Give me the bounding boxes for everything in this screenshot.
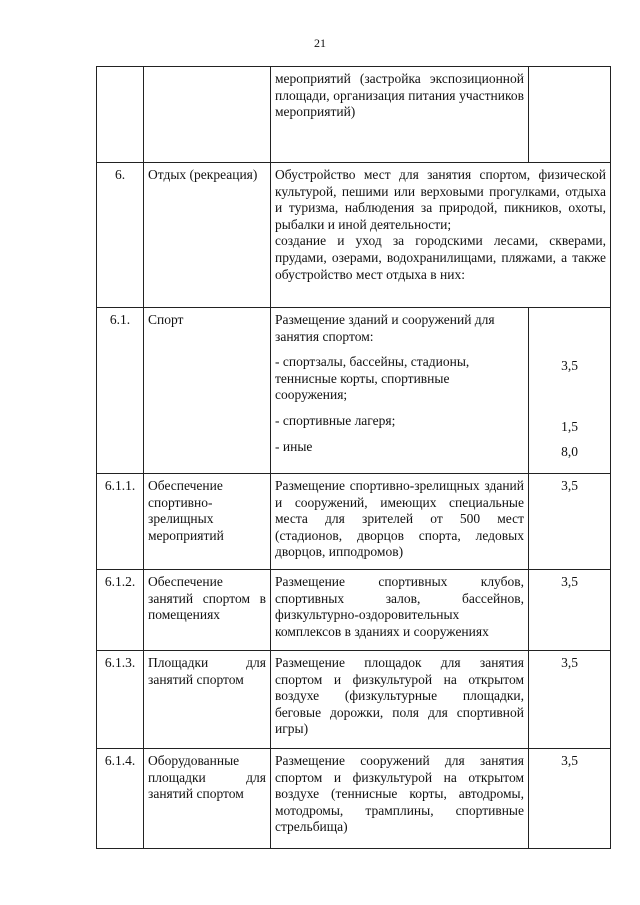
row-description: мероприятий (застройка экспозиционной площади, организация питания участников мероприятий): [271, 67, 529, 163]
row-name: Спорт: [144, 308, 271, 474]
row-description: [271, 163, 611, 308]
table-row: [97, 651, 611, 749]
row-description: Размещение сооружений для занятия спортом и физкультурой на открытом воздухе (теннисные корты, автодромы, мотодромы, трамплины, спортивные стрельбища): [271, 749, 529, 849]
table-row: [97, 163, 611, 308]
row-values: [529, 308, 611, 474]
page-number: 21: [314, 36, 326, 50]
row-description-part-2: создание и уход за городскими лесами, скверами, прудами, озерами, водохранилищами, пляжами, а также обустройство мест отдыха в них:: [275, 233, 606, 282]
row-name: Площадки для занятий спортом: [144, 651, 271, 749]
row-name: Отдых (рекреация): [144, 163, 271, 308]
row-number: 6.1.4.: [97, 749, 144, 849]
row-value: 3,5: [561, 358, 578, 373]
row-number: 6.1.1.: [97, 474, 144, 570]
row-number: 6.: [97, 163, 144, 308]
row-description-part-1: Обустройство мест для занятия спортом, физической культурой, пешими или верховыми прогулками, отдыха и туризма, наблюдения за природой, пикников, охоты, рыбалки и иной деятельности;: [275, 167, 606, 232]
row-name: Оборудованные площадки для занятий спортом: [144, 749, 271, 849]
row-description: Размещение спортивных клубов, спортивных залов, бассейнов, физкультурно-оздоровительных комплексов в зданиях и сооружениях: [271, 570, 529, 651]
row-description: [271, 308, 529, 474]
row-description: Размещение спортивно-зрелищных зданий и сооружений, имеющих специальные места для зрителей от 500 мест (стадионов, дворцов спорта, ледовых дворцов, ипподромов): [271, 474, 529, 570]
row-number: [97, 67, 144, 163]
list-item: - иные: [275, 438, 313, 454]
row-value: 3,5: [529, 570, 611, 651]
row-value: 8,0: [561, 444, 578, 460]
list-item: - спортивные лагеря;: [275, 412, 396, 428]
row-number: 6.1.3.: [97, 651, 144, 749]
row-description-intro: Размещение зданий и сооружений для занятия спортом:: [275, 312, 495, 344]
row-number: 6.1.2.: [97, 570, 144, 651]
table-row: [97, 749, 611, 849]
row-value: 3,5: [529, 749, 611, 849]
list-item: - спортзалы, бассейны, стадионы, теннисные корты, спортивные сооружения;: [275, 354, 470, 403]
row-value: [529, 67, 611, 163]
land-use-table: [96, 66, 611, 849]
row-name: Обеспечение спортивно-зрелищных мероприятий: [144, 474, 271, 570]
row-name: [144, 67, 271, 163]
row-name: Обеспечение занятий спортом в помещениях: [144, 570, 271, 651]
row-value: 1,5: [561, 418, 578, 434]
table-row: [97, 308, 611, 474]
row-value: 3,5: [529, 651, 611, 749]
table-row: [97, 570, 611, 651]
row-description: Размещение площадок для занятия спортом и физкультурой на открытом воздухе (физкультурные площадки, беговые дорожки, поля для спортивной игры): [271, 651, 529, 749]
table-row: [97, 67, 611, 163]
row-number: 6.1.: [97, 308, 144, 474]
row-value: 3,5: [529, 474, 611, 570]
table-row: [97, 474, 611, 570]
